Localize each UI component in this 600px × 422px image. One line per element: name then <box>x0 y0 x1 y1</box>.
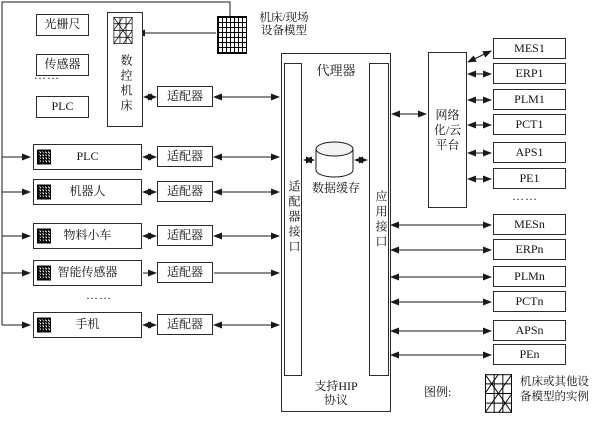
cloud-platform-line3: 平台 <box>435 137 460 152</box>
app-apsn <box>493 320 566 341</box>
adapter-label: 适配器 <box>166 316 203 331</box>
device-label: PLC <box>76 149 99 164</box>
device-smart-sensor <box>33 260 142 286</box>
app-label: APS1 <box>515 144 544 159</box>
model-store-label-line2: 设备模型 <box>261 25 307 37</box>
model-grid-icon <box>217 16 247 54</box>
model-store-label-line1: 机床/现场 <box>259 12 309 24</box>
adapter-label: 适配器 <box>166 148 203 163</box>
adapter-label: 适配器 <box>166 183 203 198</box>
field-component-label: 传感器 <box>44 57 81 72</box>
device-label: 机器人 <box>69 184 106 199</box>
cnc-machine-label: 数控机床 <box>119 54 133 114</box>
platform-app-links <box>468 51 491 179</box>
app-label: MESn <box>514 216 545 231</box>
agent-app-links <box>391 225 491 355</box>
field-component-grating-ruler <box>36 14 89 36</box>
device-adapter-links <box>143 97 156 325</box>
hip-protocol-line2: 协议 <box>323 393 348 407</box>
devices-ellipsis: …… <box>86 288 112 302</box>
device-instance-icon <box>37 266 51 281</box>
adapter-label: 适配器 <box>166 88 203 103</box>
app-label: PCTn <box>515 293 544 308</box>
app-pen <box>493 344 566 365</box>
hip-protocol-line1: 支持HIP <box>314 379 358 393</box>
app-label: PEn <box>519 346 540 361</box>
device-material-cart <box>33 223 142 249</box>
apps-tier1-ellipsis: …… <box>512 189 538 203</box>
adapter-box <box>157 146 213 167</box>
field-component-label: 光栅尺 <box>44 17 81 32</box>
adapter-label: 适配器 <box>166 227 203 242</box>
adapter-agent-links <box>214 97 279 325</box>
app-erpn <box>493 239 566 260</box>
app-label: ERPn <box>515 241 544 256</box>
app-plmn <box>493 266 566 287</box>
device-label: 手机 <box>75 317 100 332</box>
legend-title: 图例: <box>424 385 452 399</box>
adapter-box <box>157 225 213 246</box>
device-instance-icon <box>37 185 51 200</box>
cloud-platform-box <box>428 52 467 208</box>
app-mes1 <box>493 38 566 59</box>
device-label: 智能传感器 <box>57 265 118 280</box>
field-component-label: PLC <box>51 99 74 114</box>
app-label: PCT1 <box>515 116 544 131</box>
app-label: PE1 <box>519 170 540 185</box>
legend-model-instance-icon <box>485 374 512 413</box>
legend-text <box>520 375 600 405</box>
device-instance-icon <box>37 229 51 244</box>
app-mesn <box>493 214 566 235</box>
device-instance-icon <box>37 318 51 333</box>
cloud-platform-label <box>434 108 461 153</box>
app-label: PLM1 <box>514 91 545 106</box>
app-label: PLMn <box>514 268 545 283</box>
adapter-box <box>157 181 213 202</box>
app-label: MES1 <box>514 40 545 55</box>
legend-text-line1: 机床或其他设 <box>520 376 589 388</box>
app-pct1 <box>493 114 566 135</box>
device-plc <box>33 144 142 170</box>
adapter-interface-label: 适配器接口 <box>287 180 301 255</box>
model-store-label <box>250 12 318 38</box>
device-instance-icon <box>37 150 51 165</box>
cloud-platform-line2: 化/云 <box>433 122 462 137</box>
app-plm1 <box>493 89 566 110</box>
device-robot <box>33 179 142 205</box>
application-interface-label: 应用接口 <box>374 190 388 250</box>
cloud-platform-line1: 网络 <box>435 107 460 122</box>
agent-title: 代理器 <box>316 63 356 78</box>
app-label: APSn <box>515 322 544 337</box>
app-label: ERP1 <box>515 65 544 80</box>
field-component-plc <box>36 96 89 118</box>
model-instance-icon <box>112 17 134 44</box>
legend-text-line2: 备模型的实例 <box>520 391 589 403</box>
adapter-box <box>157 86 213 107</box>
field-components-ellipsis: …… <box>34 68 60 82</box>
data-cache-label: 数据缓存 <box>311 181 360 195</box>
app-pctn <box>493 291 566 312</box>
adapter-label: 适配器 <box>166 264 203 279</box>
app-pe1 <box>493 168 566 189</box>
app-aps1 <box>493 142 566 163</box>
device-label: 物料小车 <box>63 228 112 243</box>
adapter-box <box>157 314 213 335</box>
adapter-box <box>157 262 213 283</box>
device-mobile-phone <box>33 312 142 338</box>
app-erp1 <box>493 63 566 84</box>
hip-protocol-label <box>282 379 390 407</box>
